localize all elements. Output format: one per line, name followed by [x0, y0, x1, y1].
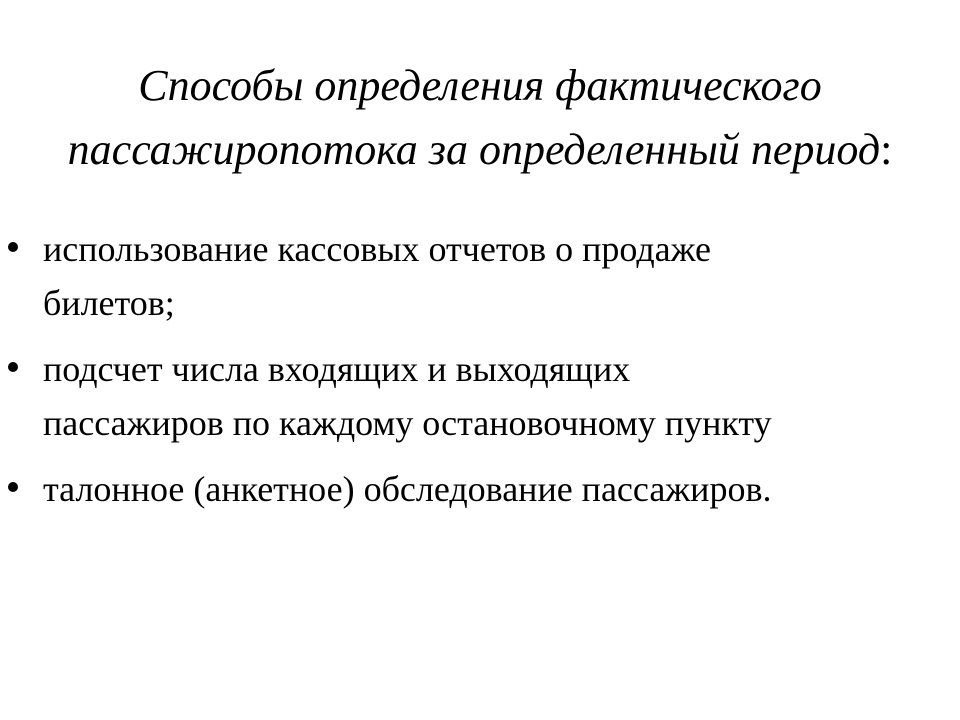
bullet-list	[0, 222, 960, 528]
bullet-text-line: подсчет числа входящих и выходящих	[43, 349, 631, 389]
bullet-dot-icon	[8, 362, 18, 372]
bullet-text-line: пассажиров по каждому остановочному пункту	[43, 403, 772, 443]
bullet-text	[43, 342, 960, 450]
bullet-text	[43, 222, 960, 330]
bullet-item	[0, 462, 960, 516]
bullet-text-line: талонное (анкетное) обследование пассажиров.	[43, 469, 772, 509]
bullet-dot-icon	[8, 482, 18, 492]
bullet-dot-icon	[8, 242, 18, 252]
bullet-item	[0, 222, 960, 330]
slide-title-colon: :	[880, 125, 893, 174]
bullet-item	[0, 342, 960, 450]
slide-title-line-2-text: пассажиропотока за определенный период	[67, 125, 881, 174]
bullet-text	[43, 462, 960, 516]
slide-title-line-2	[0, 118, 960, 182]
bullet-text-line: использование кассовых отчетов о продаже	[43, 229, 712, 269]
slide-title-line-1: Способы определения фактического	[138, 61, 822, 110]
bullet-text-line: билетов;	[43, 283, 175, 323]
slide-title	[0, 54, 960, 182]
